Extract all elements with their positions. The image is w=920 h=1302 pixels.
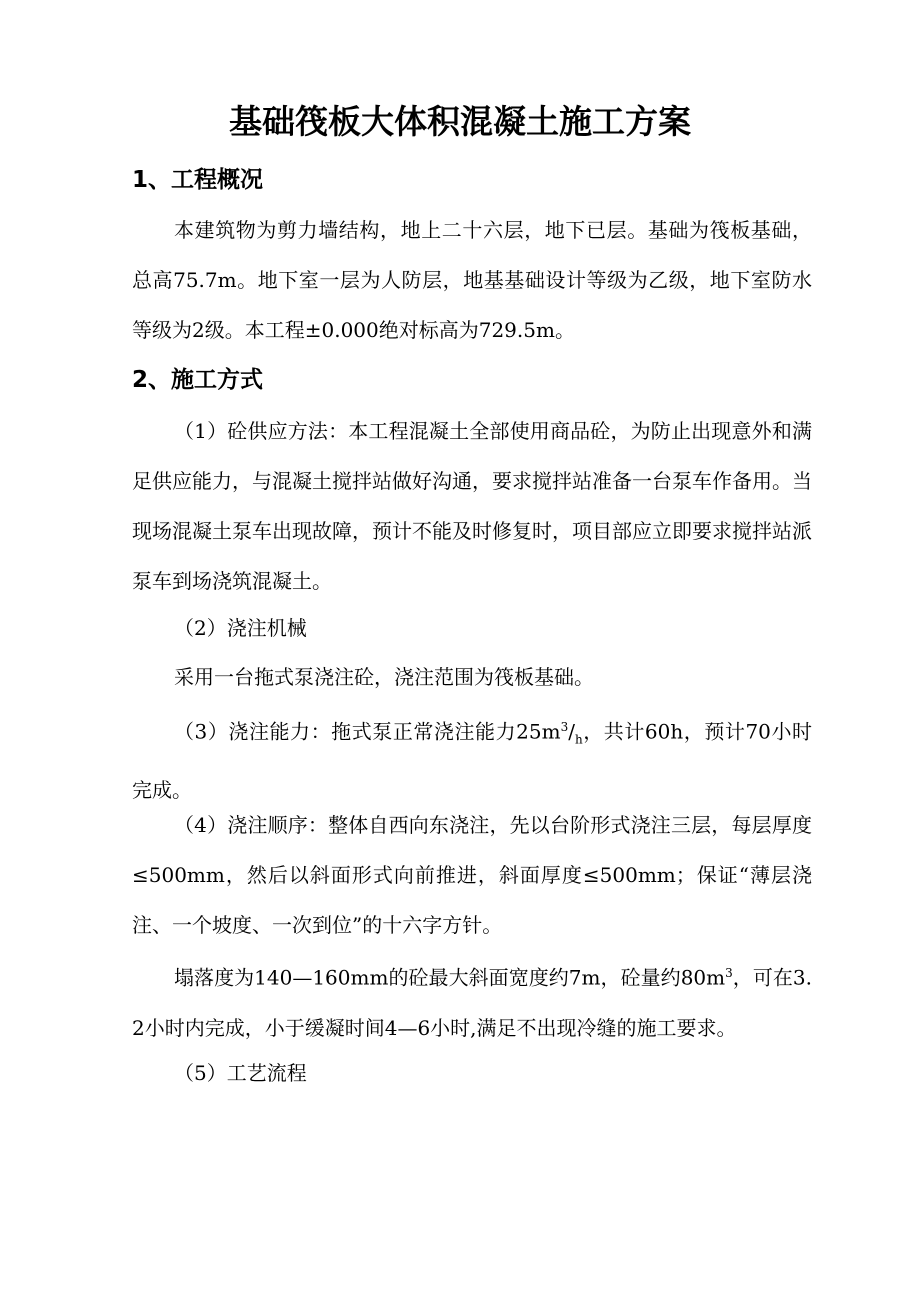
cubic-superscript: 3 (560, 720, 569, 734)
process-flow-label: （5）工艺流程 (174, 1061, 307, 1085)
slump-cubic-superscript: 3 (725, 966, 733, 980)
slump-text-b: ，可在3.2小时内完成，小于缓凝时间4—6小时,满足不出现冷缝的施工要求。 (132, 965, 812, 1040)
slump-paragraph (132, 948, 812, 1053)
pouring-sequence-paragraph: （4）浇注顺序：整体自西向东浇注，先以台阶形式浇注三层，每层厚度≤500mm，然后以斜面形式向前推进，斜面厚度≤500mm；保证“薄层浇注、一个坡度、一次到位”的十六字方针。 (132, 813, 812, 937)
slump-text-a: 塌落度为140—160mm的砼最大斜面宽度约7m，砼量约80m (174, 965, 726, 990)
pouring-capacity-text-b: ，共计60h，预计70小时完成。 (132, 719, 813, 802)
pouring-capacity-paragraph (132, 702, 812, 815)
pouring-capacity-text-a: （3）浇注能力：拖式泵正常浇注能力25m (174, 719, 561, 744)
section-heading-overview: 1、工程概况 (132, 167, 264, 193)
document-title: 基础筏板大体积混凝土施工方案 (229, 102, 691, 141)
rate-slash: / (568, 719, 575, 744)
overview-paragraph: 本建筑物为剪力墙结构，地上二十六层，地下已层。基础为筏板基础，总高75.7m。地下室一层为人防层，地基基础设计等级为乙级，地下室防水等级为2级。本工程±0.000绝对标高为729.5m。 (132, 218, 812, 342)
hour-subscript: h (574, 732, 583, 747)
supply-method-paragraph: （1）砼供应方法：本工程混凝土全部使用商品砼，为防止出现意外和满足供应能力，与混凝土搅拌站做好沟通，要求搅拌站准备一台泵车作备用。当现场混凝土泵车出现故障，预计不能及时修复时，项目部应立即要求搅拌站派泵车到场浇筑混凝土。 (132, 419, 812, 593)
section-heading-construction-method: 2、施工方式 (132, 367, 264, 393)
pouring-machinery-label: （2）浇注机械 (174, 616, 307, 640)
pouring-machinery-text: 采用一台拖式泵浇注砼，浇注范围为筏板基础。 (174, 665, 594, 689)
